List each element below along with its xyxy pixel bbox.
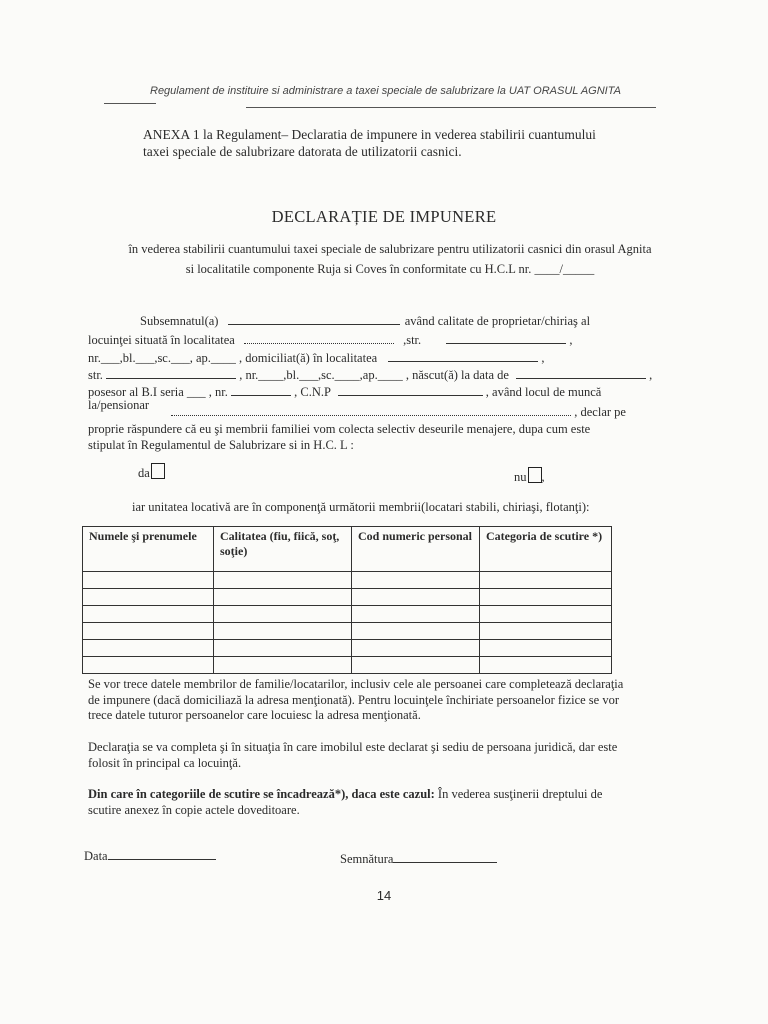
checkbox-da[interactable]: [151, 463, 165, 479]
annex-heading: [143, 126, 643, 160]
note-3-bold: Din care în categoriile de scutire se încadrează*), daca este cazul:: [88, 787, 435, 801]
page-number: 14: [376, 888, 392, 903]
field-localitatea[interactable]: [244, 333, 394, 344]
field-signature[interactable]: [393, 852, 497, 863]
form-line-2: locuinţei situată în localitatea ,str. ,: [88, 333, 573, 347]
field-name[interactable]: [228, 314, 400, 325]
form-line-6: [88, 405, 626, 420]
document-title: DECLARAȚIE DE IMPUNERE: [271, 207, 497, 226]
note-paragraph-3: [88, 787, 638, 818]
label-locuintei: locuinţei situată în localitatea: [88, 333, 235, 347]
table-row: [83, 640, 612, 657]
label-da: da: [138, 466, 150, 480]
table-row: [83, 606, 612, 623]
table-body: [83, 572, 612, 674]
label-semnatura: Semnătura: [340, 852, 394, 866]
label-nr-bl: nr.___,bl.___,sc.___, ap.____ , domiciliat(ă) în localitatea: [88, 351, 378, 365]
label-str: ,str.: [403, 333, 422, 347]
label-data: Data: [84, 849, 108, 863]
form-line-5: [88, 385, 601, 400]
label-avand-locul: , având locul de muncă: [485, 385, 602, 399]
document-subtitle: [110, 239, 670, 279]
subtitle-line-2: si localitatile componente Ruja si Coves în conformitate cu H.C.L nr. ____/_____: [185, 262, 595, 276]
header-rule-right: [246, 107, 656, 108]
label-declar: , declar pe: [574, 405, 626, 419]
unitatea-line: iar unitatea locativă are în componenţă următorii membrii(locatari stabili, chiriaşi, flotanţi):: [132, 500, 590, 514]
table-row: [83, 572, 612, 589]
field-birth-date[interactable]: [516, 368, 646, 379]
field-domiciliu-localitate[interactable]: [388, 351, 538, 362]
option-da: [138, 463, 165, 481]
label-subsemnatul: Subsemnatul(a): [140, 314, 219, 328]
running-header: Regulament de instituire si administrare a taxei speciale de salubrizare la UAT ORASUL AGNITA: [150, 85, 621, 97]
table-row: [83, 657, 612, 674]
table-row: [83, 589, 612, 606]
label-avand-calitate: având calitate de proprietar/chiriaş al: [404, 314, 591, 328]
date-line: [84, 849, 216, 864]
form-line-8: stipulat în Regulamentul de Salubrizare si in H.C. L :: [88, 438, 354, 452]
field-workplace[interactable]: [171, 405, 571, 416]
note-paragraph-1: Se vor trece datele membrilor de familie/locatarilor, inclusiv cele ale persoanei care completează declaraţia de impunere (dacă domiciliază la adresa menţionată). Pentru locuinţele închiriate persoanelor fizice se vor trece datele tuturor persoanelor care locuiesc la adresa menţionată.: [88, 677, 624, 722]
option-nu: nu ,: [514, 467, 545, 485]
form-line-7: proprie răspundere că eu şi membrii familiei vom colecta selectiv deseurile menajere, dupa cum este: [88, 422, 591, 436]
checkbox-nu[interactable]: [528, 467, 542, 483]
form-line-4: str. , nr.____,bl.___,sc.____,ap.____ , născut(ă) la data de ,: [88, 368, 653, 382]
field-street-2[interactable]: [106, 368, 236, 379]
field-id-number[interactable]: [231, 385, 291, 396]
field-street[interactable]: [446, 333, 566, 344]
field-date[interactable]: [108, 849, 216, 860]
note-3-rest: În vederea susţinerii dreptului de scutire anexez în copie actele doveditoare.: [88, 787, 603, 817]
annex-line-2: taxei speciale de salubrizare datorata de utilizatorii casnici.: [143, 144, 462, 159]
signature-line: [340, 852, 497, 867]
form-line-3: nr.___,bl.___,sc.___, ap.____ , domiciliat(ă) în localitatea ,: [88, 351, 545, 365]
members-table: [82, 526, 612, 674]
label-la-pensionar: la/pensionar: [88, 398, 150, 412]
label-posesor: posesor al B.I seria ___ , nr.: [88, 385, 228, 399]
table-row: [83, 623, 612, 640]
header-rule-left: [104, 103, 156, 104]
column-header-calitatea: Calitatea (fiu, fiică, soţ, soţie): [214, 527, 352, 572]
note-paragraph-2: Declaraţia se va completa şi în situaţia în care imobilul este declarat şi sediu de persoana juridică, dar este folosit în principal ca locuinţă.: [88, 740, 618, 770]
label-str-2: str.: [88, 368, 103, 382]
column-header-nume: Numele şi prenumele: [83, 527, 214, 572]
label-nr-bl-2: , nr.____,bl.___,sc.____,ap.____ , născut(ă) la data de: [239, 368, 509, 382]
label-nu: nu: [514, 470, 527, 484]
field-cnp[interactable]: [338, 385, 483, 396]
table-header-row: [83, 527, 612, 572]
label-cnp: , C.N.P: [294, 385, 331, 399]
column-header-categoria: Categoria de scutire *): [480, 527, 612, 572]
column-header-cnp: Cod numeric personal: [352, 527, 480, 572]
subtitle-line-1: în vederea stabilirii cuantumului taxei speciale de salubrizare pentru utilizatorii casnici din orasul Agnita: [128, 242, 652, 256]
form-line-1: [140, 314, 590, 329]
annex-line-1: ANEXA 1 la Regulament– Declaratia de impunere in vederea stabilirii cuantumului: [143, 127, 596, 142]
